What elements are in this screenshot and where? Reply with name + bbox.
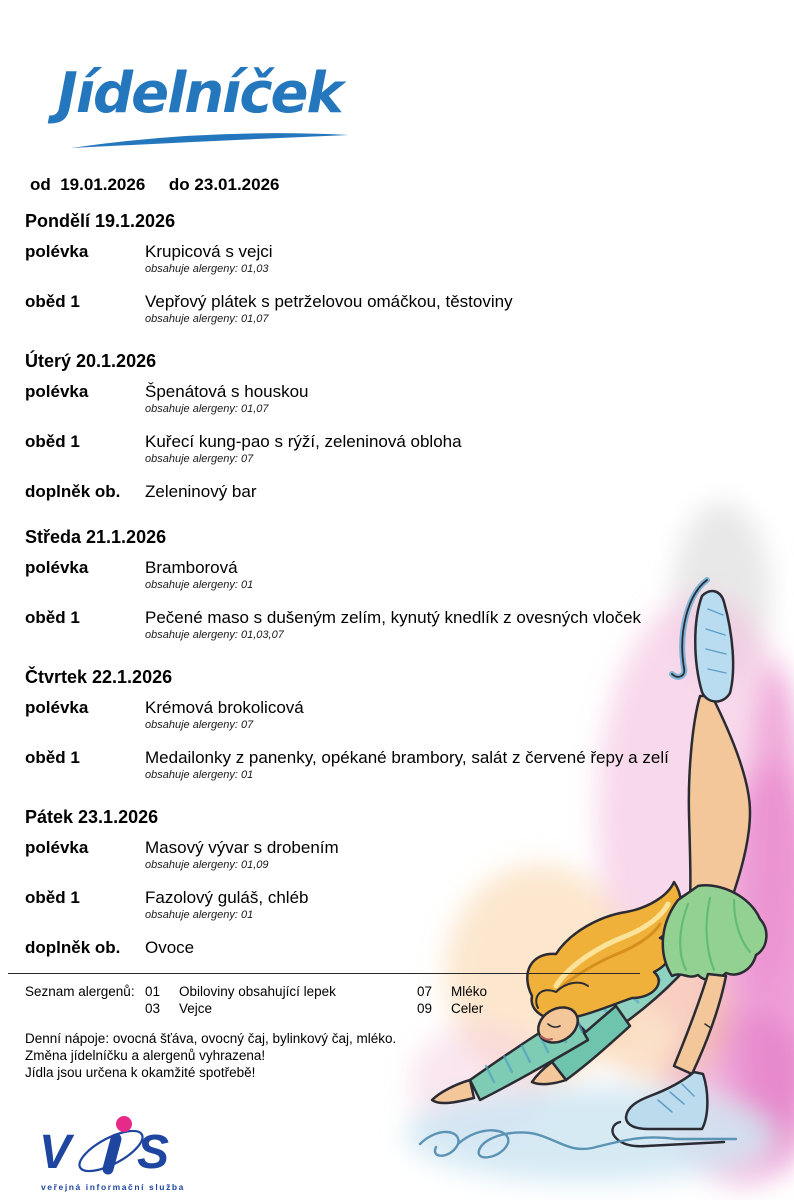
dish-name: Pečené maso s dušeným zelím, kynutý knedlík z ovesných vloček <box>145 608 642 627</box>
dish-name: Bramborová <box>145 558 238 577</box>
allergen-code: 07 <box>417 984 433 999</box>
allergen-note: obsahuje alergeny: 07 <box>145 719 254 731</box>
day-title: Středa 21.1.2026 <box>25 527 167 547</box>
course-label: oběd 1 <box>25 608 80 627</box>
allergen-name: Obiloviny obsahující lepek <box>179 984 336 999</box>
dish-name: Fazolový guláš, chléb <box>145 888 309 907</box>
course-label: polévka <box>25 242 89 261</box>
course-row <box>25 381 769 416</box>
note-changes-reserved: Změna jídelníčku a alergenů vyhrazena! <box>25 1048 266 1063</box>
vis-tagline: veřejná informační služba <box>41 1183 185 1192</box>
course-label: oběd 1 <box>25 432 80 451</box>
course-label: polévka <box>25 838 89 857</box>
course-label: doplněk ob. <box>25 482 121 501</box>
course-label: doplněk ob. <box>25 938 121 957</box>
allergen-legend-spacer <box>25 1000 145 1017</box>
allergen-note: obsahuje alergeny: 07 <box>145 453 254 465</box>
allergen-code: 01 <box>145 984 161 999</box>
course-row <box>25 557 769 592</box>
allergen-note: obsahuje alergeny: 01 <box>145 909 254 921</box>
day-section-wednesday <box>25 526 769 642</box>
dish-name: Medailonky z panenky, opékané brambory, salát z červené řepy a zelí <box>145 748 669 767</box>
course-row <box>25 431 769 466</box>
menu-page <box>0 44 794 1192</box>
allergen-note: obsahuje alergeny: 01,07 <box>145 313 269 325</box>
allergen-name: Mléko <box>451 984 488 999</box>
day-section-friday <box>25 806 769 958</box>
date-range: od 19.01.2026 do 23.01.2026 <box>30 175 280 194</box>
allergen-note: obsahuje alergeny: 01 <box>145 579 254 591</box>
logo-swoosh-icon <box>71 133 349 148</box>
logo-text: Jídelníček <box>57 61 342 126</box>
allergen-note: obsahuje alergeny: 01,03,07 <box>145 629 284 641</box>
note-immediate-consumption: Jídla jsou určena k okamžité spotřebě! <box>25 1065 256 1080</box>
course-row <box>25 887 769 922</box>
vis-logo <box>39 1115 191 1200</box>
day-section-tuesday <box>25 350 769 502</box>
allergen-note: obsahuje alergeny: 01,03 <box>145 263 269 275</box>
dish-name: Ovoce <box>145 938 195 957</box>
footer-notes <box>25 1030 769 1081</box>
course-row <box>25 697 769 732</box>
dish-name: Krupicová s vejci <box>145 242 273 261</box>
course-label: polévka <box>25 382 89 401</box>
dish-name: Kuřecí kung-pao s rýží, zeleninová obloha <box>145 432 462 451</box>
course-row <box>25 481 769 502</box>
course-label: oběd 1 <box>25 292 80 311</box>
allergen-legend-label: Seznam alergenů: <box>25 984 135 999</box>
allergen-legend <box>25 983 769 1017</box>
allergen-code: 09 <box>417 1001 433 1016</box>
course-label: polévka <box>25 698 89 717</box>
course-row <box>25 747 769 782</box>
allergen-name: Celer <box>451 1001 484 1016</box>
day-title: Pátek 23.1.2026 <box>25 807 159 827</box>
vis-letter-i-stem <box>108 1139 116 1169</box>
allergen-name: Vejce <box>179 1001 213 1016</box>
allergen-note: obsahuje alergeny: 01,09 <box>145 859 269 871</box>
menu-content <box>0 44 794 1200</box>
course-label: oběd 1 <box>25 888 80 907</box>
dish-name: Vepřový plátek s petrželovou omáčkou, těstoviny <box>145 292 513 311</box>
jidelnicek-logo <box>53 44 363 161</box>
course-label: oběd 1 <box>25 748 80 767</box>
note-daily-drinks: Denní nápoje: ovocná šťáva, ovocný čaj, bylinkový čaj, mléko. <box>25 1031 397 1046</box>
dish-name: Masový vývar s drobením <box>145 838 339 857</box>
vis-dot-icon <box>116 1116 132 1132</box>
course-label: polévka <box>25 558 89 577</box>
vis-letter-s: S <box>137 1126 170 1179</box>
course-row <box>25 937 769 958</box>
dish-name: Špenátová s houskou <box>145 382 309 401</box>
allergen-note: obsahuje alergeny: 01 <box>145 769 254 781</box>
day-title: Čtvrtek 22.1.2026 <box>25 667 173 687</box>
dish-name: Krémová brokolicová <box>145 698 304 717</box>
day-title: Úterý 20.1.2026 <box>25 351 157 371</box>
dish-name: Zeleninový bar <box>145 482 257 501</box>
course-row <box>25 837 769 872</box>
vis-letter-v: V <box>39 1126 72 1179</box>
allergen-code: 03 <box>145 1001 161 1016</box>
allergen-note: obsahuje alergeny: 01,07 <box>145 403 269 415</box>
day-title: Pondělí 19.1.2026 <box>25 211 176 231</box>
day-section-monday <box>25 210 769 326</box>
course-row <box>25 291 769 326</box>
course-row <box>25 607 769 642</box>
day-section-thursday <box>25 666 769 782</box>
footer-divider <box>8 973 640 974</box>
course-row <box>25 241 769 276</box>
